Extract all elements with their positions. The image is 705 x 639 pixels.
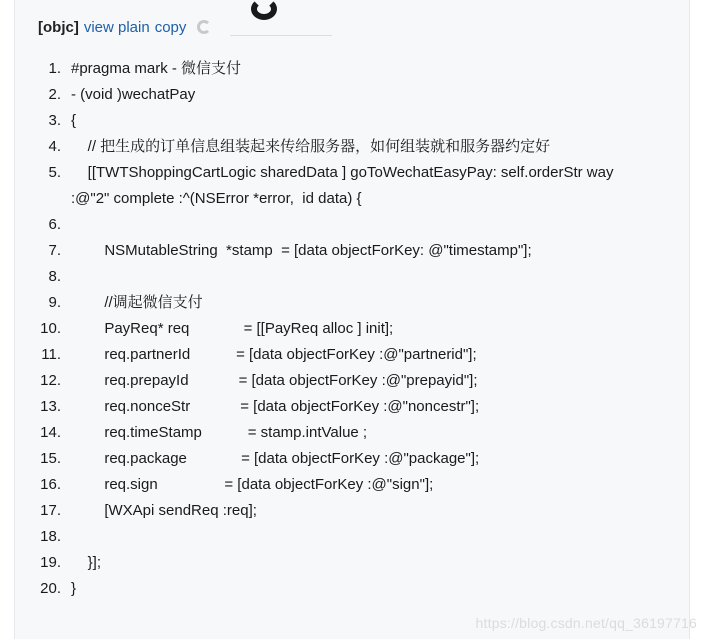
code-toolbar — [38, 16, 211, 38]
line-number: 15. — [40, 450, 61, 467]
line-code-text: [WXApi sendReq :req]; — [71, 502, 257, 519]
code-block — [14, 0, 690, 639]
code-line — [15, 160, 675, 186]
line-number: 3. — [48, 112, 61, 129]
code-line — [15, 238, 675, 264]
line-number: 9. — [48, 294, 61, 311]
code-line — [15, 264, 675, 290]
code-line — [15, 550, 675, 576]
code-lines — [15, 56, 675, 602]
line-number: 14. — [40, 424, 61, 441]
code-line — [15, 56, 675, 82]
line-number: 8. — [48, 268, 61, 285]
line-number: 6. — [48, 216, 61, 233]
line-number: 1. — [48, 60, 61, 77]
line-code-text: //调起微信支付 — [71, 294, 203, 311]
watermark-url: https://blog.csdn.net/qq_36197716 — [475, 615, 697, 631]
line-code-text: req.nonceStr = [data objectForKey :@"noncestr"]; — [71, 398, 480, 415]
view-plain-link[interactable]: view plain — [83, 18, 150, 36]
code-line — [15, 576, 675, 602]
line-code-text: { — [71, 112, 77, 129]
line-number: 16. — [40, 476, 61, 493]
line-code-text: [[TWTShoppingCartLogic sharedData ] goToWechatEasyPay: self.orderStr way — [71, 164, 614, 181]
line-code-text: req.prepayId = [data objectForKey :@"prepayid"]; — [71, 372, 478, 389]
flash-widget-icon — [251, 0, 277, 20]
line-code-text: req.partnerId = [data objectForKey :@"partnerid"]; — [71, 346, 477, 363]
code-line — [15, 108, 675, 134]
copy-link[interactable]: copy — [154, 18, 187, 36]
line-code-text: #pragma mark - 微信支付 — [71, 60, 242, 77]
code-line — [15, 446, 675, 472]
code-line — [15, 472, 675, 498]
line-number: 11. — [41, 346, 61, 363]
line-code-text: req.package = [data objectForKey :@"package"]; — [71, 450, 480, 467]
line-number: 12. — [40, 372, 61, 389]
code-line — [15, 82, 675, 108]
line-code-text: NSMutableString *stamp = [data objectForKey: @"timestamp"]; — [71, 242, 532, 259]
code-line — [15, 316, 675, 342]
copy-spinner-icon[interactable] — [197, 20, 211, 34]
code-line — [15, 368, 675, 394]
line-code-text: - (void )wechatPay — [71, 86, 196, 103]
line-number: 7. — [48, 242, 61, 259]
line-number: 5. — [48, 164, 61, 181]
language-tag: [objc] — [38, 18, 79, 36]
line-number: 18. — [40, 528, 61, 545]
line-number: 19. — [40, 554, 61, 571]
line-code-text: } — [71, 580, 77, 597]
line-code-text: PayReq* req = [[PayReq alloc ] init]; — [71, 320, 394, 337]
line-number: 10. — [40, 320, 61, 337]
line-number: 2. — [48, 86, 61, 103]
line-code-text: // 把生成的订单信息组装起来传给服务器，如何组装就和服务器约定好 — [71, 138, 551, 155]
code-line — [15, 290, 675, 316]
line-code-text: req.sign = [data objectForKey :@"sign"]; — [71, 476, 434, 493]
toolbar-underline — [230, 35, 332, 36]
code-line — [15, 498, 675, 524]
line-number: 17. — [40, 502, 61, 519]
line-number: 4. — [48, 138, 61, 155]
line-code-text: req.timeStamp = stamp.intValue ; — [71, 424, 368, 441]
code-line — [15, 134, 675, 160]
code-line — [15, 342, 675, 368]
code-line — [15, 420, 675, 446]
line-number: 20. — [40, 580, 61, 597]
code-line — [15, 524, 675, 550]
code-line — [15, 212, 675, 238]
code-line — [15, 394, 675, 420]
code-line — [15, 186, 675, 212]
line-code-text: :@"2" complete :^(NSError *error, id data) { — [71, 190, 362, 207]
line-code-text: }]; — [71, 554, 102, 571]
line-number: 13. — [40, 398, 61, 415]
